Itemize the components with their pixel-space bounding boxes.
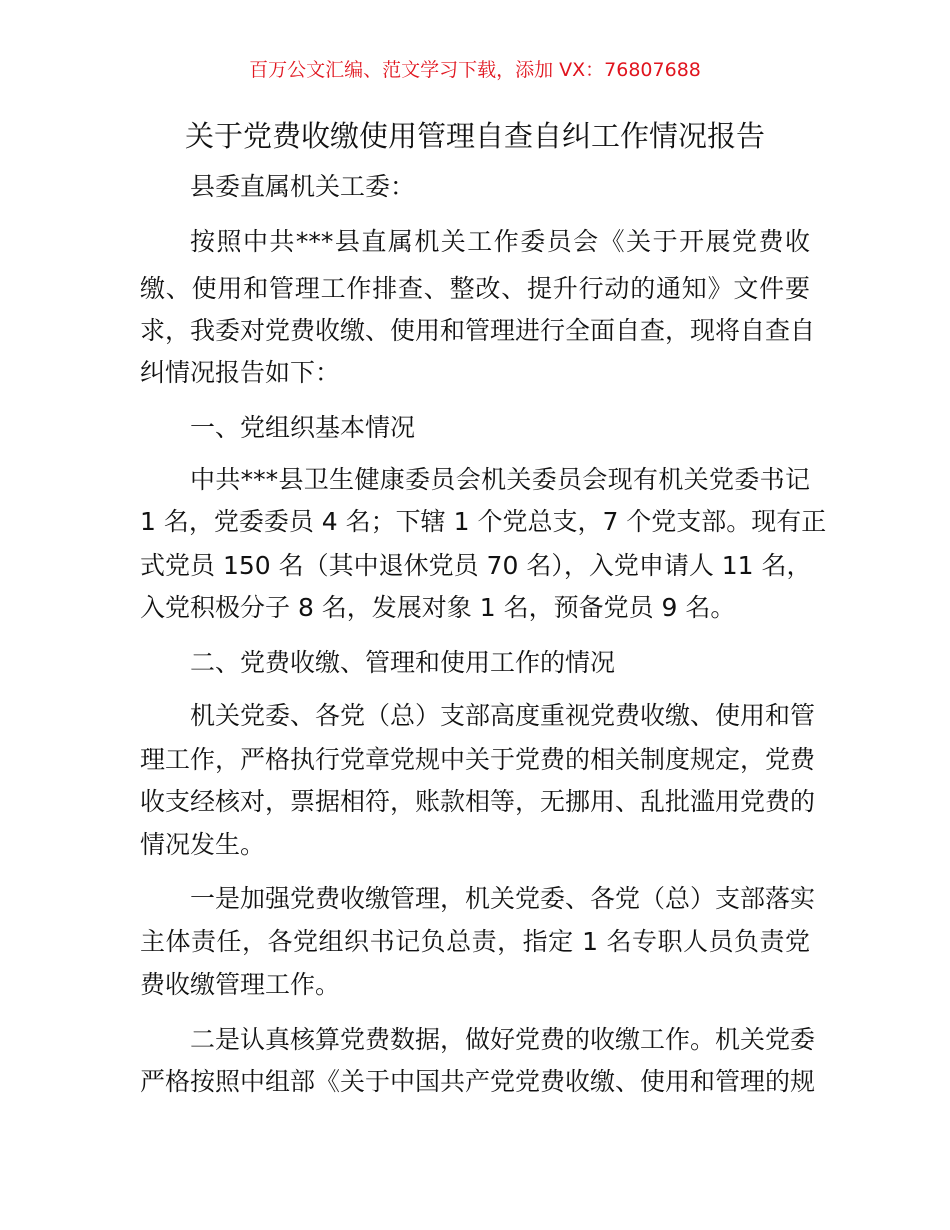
text-line: 式党员 150 名（其中退休党员 70 名），入党申请人 11 名， <box>140 551 812 580</box>
text-line: 收支经核对，票据相符，账款相等，无挪用、乱批滥用党费的 <box>140 787 816 816</box>
text-line: 一、党组织基本情况 <box>190 413 416 442</box>
text-line: 主体责任，各党组织书记负总责，指定 1 名专职人员负责党 <box>140 927 810 956</box>
text-line: 费收缴管理工作。 <box>140 970 341 999</box>
text-line: 严格按照中组部《关于中国共产党党费收缴、使用和管理的规 <box>140 1067 816 1096</box>
text-line: 情况发生。 <box>140 830 266 859</box>
document-title: 关于党费收缴使用管理自查自纠工作情况报告 <box>184 119 765 153</box>
text-line: 按照中共***县直属机关工作委员会《关于开展党费收 <box>190 227 810 256</box>
watermark-header: 百万公文汇编、范文学习下载，添加 VX：76807688 <box>249 59 701 81</box>
text-line: 缴、使用和管理工作排查、整改、提升行动的通知》文件要 <box>140 274 810 303</box>
text-line: 二、党费收缴、管理和使用工作的情况 <box>190 648 616 677</box>
text-line: 理工作，严格执行党章党规中关于党费的相关制度规定，党费 <box>140 745 816 774</box>
text-line: 中共***县卫生健康委员会机关委员会现有机关党委书记 <box>190 465 810 494</box>
text-line: 机关党委、各党（总）支部高度重视党费收缴、使用和管 <box>190 701 816 730</box>
text-line: 纠情况报告如下： <box>140 358 341 387</box>
text-line: 求，我委对党费收缴、使用和管理进行全面自查，现将自查自 <box>140 316 816 345</box>
text-line: 1 名，党委委员 4 名；下辖 1 个党总支，7 个党支部。现有正 <box>140 507 827 536</box>
text-line: 入党积极分子 8 名，发展对象 1 名，预备党员 9 名。 <box>140 593 736 622</box>
text-line: 二是认真核算党费数据，做好党费的收缴工作。机关党委 <box>190 1025 816 1054</box>
text-line: 县委直属机关工委： <box>190 172 416 201</box>
text-line: 一是加强党费收缴管理，机关党委、各党（总）支部落实 <box>190 884 816 913</box>
